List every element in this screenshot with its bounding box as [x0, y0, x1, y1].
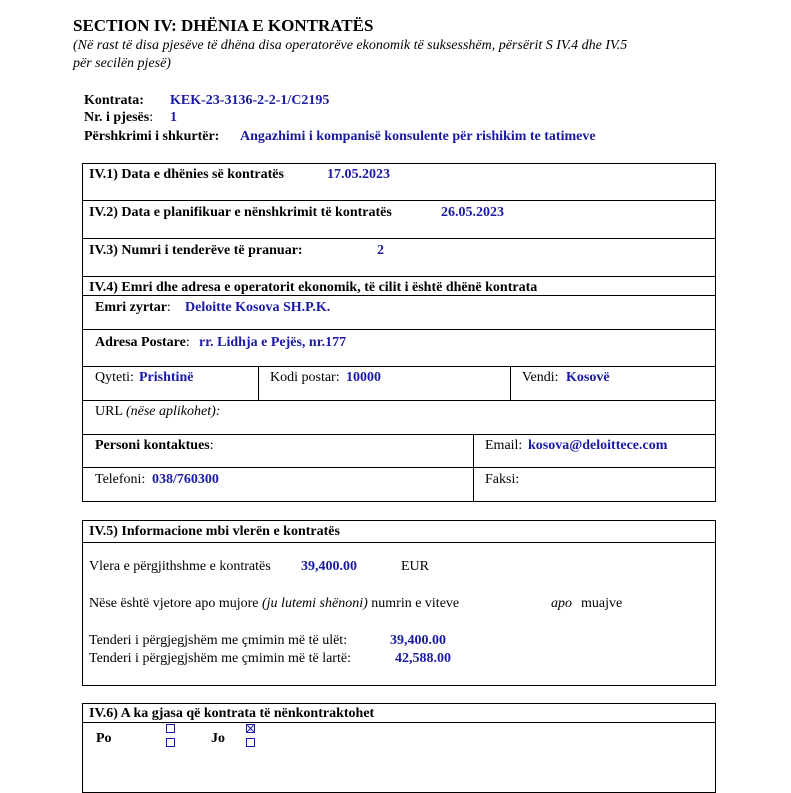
row-divider: [82, 467, 716, 468]
yes-label: Po: [96, 731, 112, 746]
postal-code-value: 10000: [346, 370, 381, 385]
iv5-header-divider: [82, 542, 716, 543]
section-subtitle-line2: për secilën pjesë): [73, 56, 171, 71]
section-title: SECTION IV: DHËNIA E KONTRATËS: [73, 16, 374, 35]
highest-price-label: Tenderi i përgjegjshëm me çmimin më të lartë:: [89, 651, 351, 666]
row-divider: [82, 238, 716, 239]
multi-year-apo: apo: [551, 596, 572, 611]
iv1-label: IV.1) Data e dhënies së kontratës: [89, 167, 284, 182]
row-divider: [82, 329, 716, 330]
postal-code-label: Kodi postar:: [270, 370, 340, 385]
email-label: Email:: [485, 438, 523, 453]
total-value: 39,400.00: [301, 559, 357, 574]
url-label: [95, 404, 220, 420]
city-label: Qyteti:: [95, 370, 134, 385]
contract-label: Kontrata:: [84, 93, 144, 108]
country-value: Kosovë: [566, 370, 610, 385]
iv1-value: 17.05.2023: [327, 167, 390, 182]
lot-label-text: Nr. i pjesës: [84, 110, 150, 125]
country-label: Vendi:: [522, 370, 559, 385]
multi-year-suffix: numrin e viteve: [371, 596, 460, 611]
total-value-label: Vlera e përgjithshme e kontratës: [89, 559, 271, 574]
currency: EUR: [401, 559, 429, 574]
short-description-label: Përshkrimi i shkurtër:: [84, 129, 220, 144]
row-divider: [82, 366, 716, 367]
iv5-label: IV.5) Informacione mbi vlerën e kontratës: [89, 524, 340, 539]
official-name-label: [95, 300, 171, 316]
no-checkbox[interactable]: [246, 738, 255, 747]
yes-checkbox-top[interactable]: [166, 724, 175, 733]
multi-year-prefix: Nëse është vjetore apo mujore: [89, 596, 259, 611]
iv2-label: IV.2) Data e planifikuar e nënshkrimit të kontratës: [89, 205, 392, 220]
iv4-label: IV.4) Emri dhe adresa e operatorit ekonomik, të cilit i është dhënë kontrata: [89, 280, 538, 295]
lot-label-colon: :: [149, 110, 154, 125]
fax-label: Faksi:: [485, 472, 520, 487]
official-name-colon: :: [166, 300, 171, 315]
no-label: Jo: [211, 731, 225, 746]
row-divider: [82, 276, 716, 277]
multi-year-months: muajve: [581, 596, 623, 611]
contact-person-label-text: Personi kontaktues: [95, 438, 210, 453]
col-divider: [510, 366, 511, 400]
col-divider: [473, 434, 474, 502]
lowest-price-label: Tenderi i përgjegjshëm me çmimin më të ulët:: [89, 633, 348, 648]
postal-address-label-text: Adresa Postare: [95, 335, 186, 350]
section-subtitle-line1: (Në rast të disa pjesëve të dhëna disa operatorëve ekonomik të suksesshëm, përsërit S IV.4 dhe IV.5: [73, 38, 628, 53]
multi-year-note: (ju lutemi shënoni): [262, 596, 368, 611]
iv2-value: 26.05.2023: [441, 205, 504, 220]
row-divider: [82, 434, 716, 435]
yes-checkbox[interactable]: [166, 738, 175, 747]
phone-label: Telefoni:: [95, 472, 146, 487]
iv6-header-divider: [82, 722, 716, 723]
col-divider: [258, 366, 259, 400]
no-checkbox-checked[interactable]: [246, 724, 255, 733]
postal-address-label: [95, 335, 190, 351]
phone-value: 038/760300: [152, 472, 219, 487]
url-label-text: URL: [95, 404, 123, 419]
highest-price-value: 42,588.00: [395, 651, 451, 666]
lot-value: 1: [170, 110, 177, 125]
short-description-value: Angazhimi i kompanisë konsulente për rishikim te tatimeve: [240, 129, 596, 144]
iv3-value: 2: [377, 243, 384, 258]
city-value: Prishtinë: [139, 370, 194, 385]
row-divider: [82, 400, 716, 401]
contact-person-colon: :: [209, 438, 214, 453]
postal-address-value: rr. Lidhja e Pejës, nr.177: [199, 335, 347, 350]
multi-year-text: [89, 596, 459, 612]
official-name-value: Deloitte Kosova SH.P.K.: [185, 300, 331, 315]
official-name-label-text: Emri zyrtar: [95, 300, 167, 315]
email-value: kosova@deloittece.com: [528, 438, 668, 453]
postal-address-colon: :: [185, 335, 190, 350]
contract-value: KEK-23-3136-2-2-1/C2195: [170, 93, 330, 108]
contact-person-label: [95, 438, 214, 454]
url-note: (nëse aplikohet):: [125, 404, 221, 419]
iv6-label: IV.6) A ka gjasa që kontrata të nënkontraktohet: [89, 706, 375, 721]
iv3-label: IV.3) Numri i tenderëve të pranuar:: [89, 243, 303, 258]
row-divider: [82, 200, 716, 201]
lowest-price-value: 39,400.00: [390, 633, 446, 648]
lot-label: [84, 110, 153, 126]
